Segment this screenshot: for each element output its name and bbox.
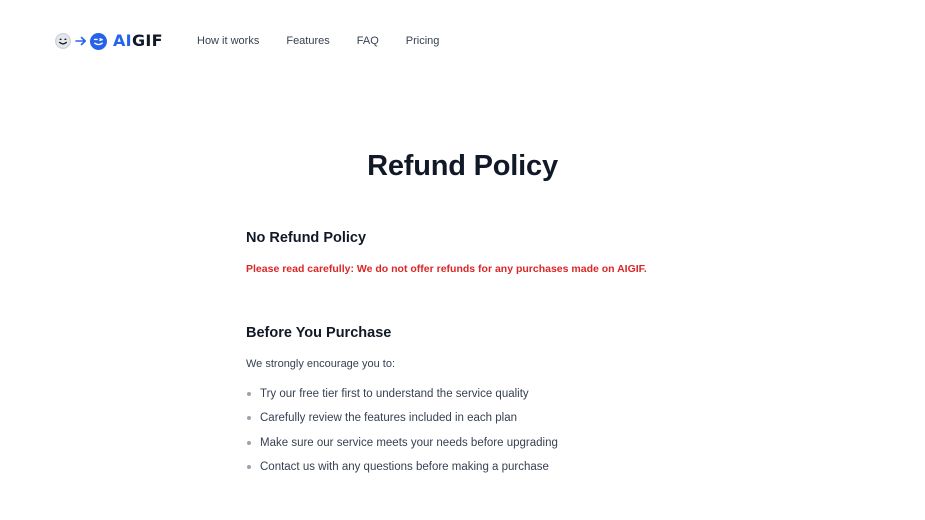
list-item-text: Carefully review the features included in each plan <box>260 412 517 425</box>
list-item-text: Contact us with any questions before making a purchase <box>260 461 549 474</box>
section-heading-no-refund: No Refund Policy <box>246 230 367 246</box>
brand-logo[interactable] <box>55 31 163 51</box>
winking-face-icon <box>90 33 107 50</box>
arrow-right-icon <box>74 33 88 49</box>
refund-warning: Please read carefully: We do not offer refunds for any purchases made on AIGIF. <box>246 263 647 275</box>
nav-pricing[interactable]: Pricing <box>405 35 440 47</box>
section-heading-before-purchase: Before You Purchase <box>246 325 392 341</box>
list-item <box>246 407 558 431</box>
bullet-icon <box>247 392 251 396</box>
brand-name-prefix: AI <box>113 31 132 50</box>
site-header <box>0 0 925 80</box>
list-item-text: Make sure our service meets your needs before upgrading <box>260 436 558 449</box>
brand-name <box>113 31 163 51</box>
list-item <box>246 456 558 480</box>
nav-how-it-works[interactable]: How it works <box>197 35 260 47</box>
brand-name-suffix: GIF <box>131 31 163 50</box>
bullet-icon <box>247 465 251 469</box>
list-item <box>246 383 558 407</box>
list-item-text: Try our free tier first to understand the service quality <box>260 388 529 400</box>
nav-faq[interactable]: FAQ <box>356 35 379 47</box>
nav-features[interactable]: Features <box>286 35 330 47</box>
recommendation-list <box>246 383 558 481</box>
bullet-icon <box>247 416 251 420</box>
list-item <box>246 432 558 456</box>
section-intro: We strongly encourage you to: <box>246 358 395 370</box>
page-title: Refund Policy <box>367 150 558 182</box>
main-nav <box>197 33 439 49</box>
bullet-icon <box>247 441 251 445</box>
smiling-face-icon <box>55 33 71 49</box>
